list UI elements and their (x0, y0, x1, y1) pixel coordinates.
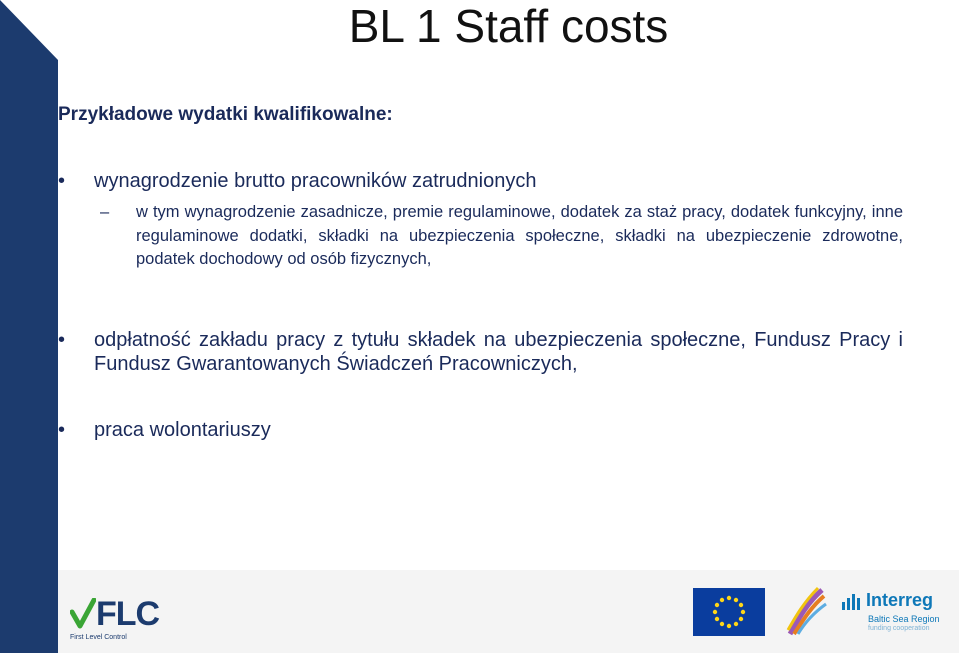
bullet-text: praca wolontariuszy (94, 419, 271, 441)
interreg-mark-icon (842, 592, 864, 612)
interreg-logo (842, 588, 954, 636)
slide-title: BL 1 Staff costs (348, 0, 669, 52)
interreg-logo-tagline: funding cooperation (868, 625, 930, 632)
bullet-text: wynagrodzenie brutto pracowników zatrudnionych (94, 170, 537, 192)
bullet-text: odpłatność zakładu pracy z tytułu składek na ubezpieczenia społeczne, Fundusz Pracy i Fundusz Gwarantowanych Świadczeń Pracowniczych, (94, 329, 903, 375)
section-heading: Przykładowe wydatki kwalifikowalne: (58, 104, 393, 125)
interreg-logo-text: Interreg (866, 590, 934, 610)
sub-bullet-marker: – (100, 203, 110, 221)
flc-logo (70, 596, 162, 644)
sidebar-decoration (0, 0, 58, 653)
interreg-logo-subtext: Baltic Sea Region (868, 614, 940, 624)
feather-icon (780, 584, 830, 640)
flc-logo-text: FLC (96, 595, 160, 633)
eu-flag-icon (693, 588, 765, 636)
bullet-marker: • (58, 419, 66, 441)
sidebar-notch (0, 0, 58, 60)
sub-bullet-text: w tym wynagrodzenie zasadnicze, premie regulaminowe, dodatek za staż pracy, dodatek funkcyjny, inne regulaminowe dodatki, składki na ubezpieczenia społeczne, składki na ubezpieczenie zdrowotne, podatek dochodowy od osób fizycznych, (136, 203, 903, 268)
footer-logos (58, 570, 959, 653)
flc-check-icon (70, 598, 96, 630)
flc-logo-subtext: First Level Control (70, 634, 127, 641)
bullet-marker: • (58, 170, 66, 192)
bullet-marker: • (58, 329, 66, 351)
